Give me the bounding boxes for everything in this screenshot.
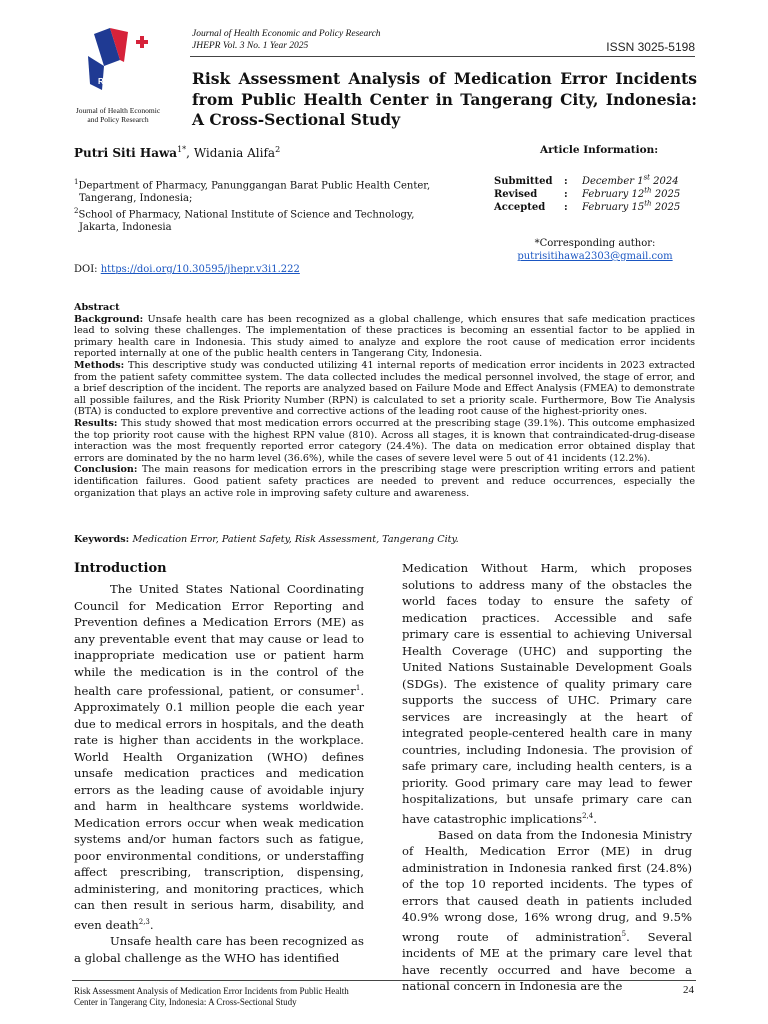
citation-5: 5 [621,929,627,938]
abstract-methods [74,360,695,418]
accepted-day: February 15 [582,202,645,214]
footer-divider [72,980,696,981]
abstract-heading: Abstract [74,302,120,313]
citation-2-3: 2,3 [138,917,150,926]
article-info-title: Article Information: [540,144,659,156]
keywords-text: Medication Error, Patient Safety, Risk Assessment, Tangerang City. [132,534,459,545]
affiliation-1-line-1: Department of Pharmacy, Panunggangan Barat Public Health Center, [78,180,431,192]
submitted-day: December 1 [582,176,644,188]
methods-head: Methods: [74,359,125,371]
methods-text: This descriptive study was conducted utilizing 41 internal reports of medication error incidents in 2023 extracted from the patient safety committee system. The data collected includes the medical personnel involved, the stage of error, and a brief description of the incident. The reports are analyzed based on Failure Mode and Effect Analysis (FMEA) to demonstrate all possible failures, and the Risk Priority Number (RPN) is calculated to set a priority scale. Furthermore, Bow Tie Analysis (BTA) is conducted to explore preventive and corrective actions of the leading root cause of the highest-priority ones. [74,359,695,418]
revised-sup: th [644,187,652,195]
logo-caption-line-1: Journal of Health Economic [75,106,161,115]
affiliation-1 [74,176,431,193]
intro-p3-part-b: . [593,811,597,826]
accepted-colon: : [564,202,568,214]
affiliation-2 [74,205,414,222]
background-head: Background: [74,313,144,325]
submitted-sup: st [643,174,650,182]
body-column-left [74,581,364,966]
page-number: 24 [683,984,694,996]
author-list [74,145,280,160]
intro-p4-part-a: Based on data from the Indonesia Ministry of Health, Medication Error (ME) in drug administration in Indonesia ranked first (24.8%) of the top 10 reported incidents. The types of errors that caused death in patients included 40.9% wrong dose, 16% wrong drug, and 9.5% wrong route of administration [402,827,692,944]
revised-label: Revised [494,189,538,201]
revised-day: February 12 [582,189,645,201]
doi [74,264,300,275]
keywords-label: Keywords [74,534,126,545]
affiliation-2-sup: 2 [74,207,79,216]
logo-caption [68,106,168,124]
affiliations [74,176,431,235]
affiliation-1-cont: Tangerang, Indonesia; [79,192,193,204]
submitted-date [582,176,679,187]
doi-label: DOI: [74,264,101,275]
revised-date [582,189,680,200]
journal-name: Journal of Health Economic and Policy Research [192,29,381,39]
accepted-label: Accepted [494,202,546,214]
journal-volume: JHEPR Vol. 3 No. 1 Year 2025 [192,41,309,51]
intro-paragraph-4 [402,827,692,995]
doi-link[interactable]: https://doi.org/10.30595/jhepr.v3i1.222 [100,264,300,275]
author-1-sup: 1* [177,145,187,154]
body-column-right [402,560,692,995]
background-text: Unsafe health care has been recognized as a global challenge, which ensures that safe medication practices lead to solving these challenges. The implementation of these practices is becoming an essential factor to be applied in primary health care in Indonesia. This study aimed to analyze and explore the root cause of medication error incidents reported internally at one of the public health centers in Tangerang City, Indonesia. [74,313,695,360]
journal-logo-mark [80,26,180,106]
abstract [74,302,695,499]
affiliation-1-sup: 1 [74,178,79,186]
revised-year: 2025 [651,189,681,201]
intro-p1-part-b: . Approximately 0.1 million people die each year due to medical errors in hospitals, and the death rate is higher than accidents in the workplace. World Health Organization (WHO) defines unsafe medication practices and medication errors as the leading cause of avoidable injury and harm in healthcare systems worldwide. Medication errors occur when weak medication systems and/or human factors such as fatigue, poor environmental conditions, or understaffing affect prescribing, transcription, dispensing, administering, and monitoring practices, which can then result in serious harm, disability, and even death [74,683,364,932]
intro-paragraph-3 [402,560,692,827]
results-text: This study showed that most medication errors occurred at the prescribing stage (39.1%). This outcome emphasized the top priority root cause with the highest RPN value (810). Across all stages, it is known that contraindicated-drug-disease interaction was the most frequently reported error category (24.4%). The data on medication error obtained display that errors are dominated by the no harm level (36.6%), while the cases of severe level were 5 out of 41 incidents (12.2%). [74,417,695,464]
accepted-sup: th [644,200,652,208]
submitted-year: 2024 [649,176,679,188]
revised-row [494,187,680,200]
revised-colon: : [564,189,568,201]
author-separator: , [186,146,194,160]
intro-p1-part-c: . [149,917,154,932]
intro-paragraph-1 [74,581,364,933]
intro-p3-part-a: Medication Without Harm, which proposes solutions to address many of the obstacles the world faces today to ensure the safety of medication practices. Accessible and safe primary care is essential to achieving Universal Health Coverage (UHC) and supporting the United Nations Sustainable Development Goals (SDGs). The existence of quality primary care supports the success of UHC. Primary care services are increasingly at the heart of integrated people-centered health care in many countries, including Indonesia. The provision of safe primary care, including health centers, is a priority. Good primary care may lead to fewer hospitalizations, but unsafe primary care can have catastrophic implications [402,561,692,826]
intro-p1-part-a: The United States National Coordinating Council for Medication Error Reporting and Prevention defines a Medication Errors (ME) as any preventable event that may cause or lead to inappropriate medication use or patient harm while the medication is in the control of the health care professional, patient, or consumer [74,582,364,698]
running-title-line-2: Center in Tangerang City, Indonesia: A Cross-Sectional Study [74,997,297,1007]
issn: ISSN 3025-5198 [606,40,695,54]
keywords: Keywords: Medication Error, Patient Safety, Risk Assessment, Tangerang City. [74,534,459,545]
submitted-label: Submitted [494,176,553,188]
abstract-results [74,418,695,464]
citation-2-4: 2,4 [582,811,594,820]
corresponding-author-label: *Corresponding author: [534,238,656,249]
affiliation-2-line-1: School of Pharmacy, National Institute of Science and Technology, [78,209,415,221]
abstract-background [74,314,695,360]
author-2-sup: 2 [275,145,281,154]
running-title-line-1: Risk Assessment Analysis of Medication Error Incidents from Public Health [74,986,349,996]
results-head: Results: [74,417,118,429]
header-divider [190,56,695,57]
intro-paragraph-2: Unsafe health care has been recognized as a global challenge as the WHO has identified [74,934,364,965]
affiliation-2-cont: Jakarta, Indonesia [79,222,172,234]
logo-cross-v [140,36,144,48]
submitted-row [494,174,679,187]
submitted-colon: : [564,176,568,188]
corresponding-author-email [480,251,710,262]
introduction-heading: Introduction [74,561,167,576]
accepted-date [582,202,680,213]
running-title [74,986,454,1008]
article-title: Risk Assessment Analysis of Medication Error Incidents from Public Health Center in Tangerang City, Indonesia: A Cross-Sectional Study [192,69,697,129]
conclusion-head: Conclusion: [74,464,138,476]
logo-rp-text: Rp [98,77,109,86]
accepted-year: 2025 [651,202,681,214]
conclusion-text: The main reasons for medication errors in the prescribing stage were prescription writing errors and patient identification failures. Good patient safety practices are needed to prevent and reduce occurrences, especially the organization that plays an active role in improving safety culture and awareness. [74,464,695,499]
email-link[interactable]: putrisitihawa2303@gmail.com [517,251,673,262]
logo-caption-line-2: and Policy Research [87,115,149,124]
accepted-row [494,200,680,213]
intro-p4-part-b: . Several incidents of ME at the primary care level that have recently occurred and have become a national concern in Indonesia are the [402,929,693,994]
abstract-conclusion [74,464,695,499]
author-2: Widania Alifa [193,146,276,160]
author-1: Putri Siti Hawa [74,146,178,160]
citation-1: 1 [355,684,361,692]
